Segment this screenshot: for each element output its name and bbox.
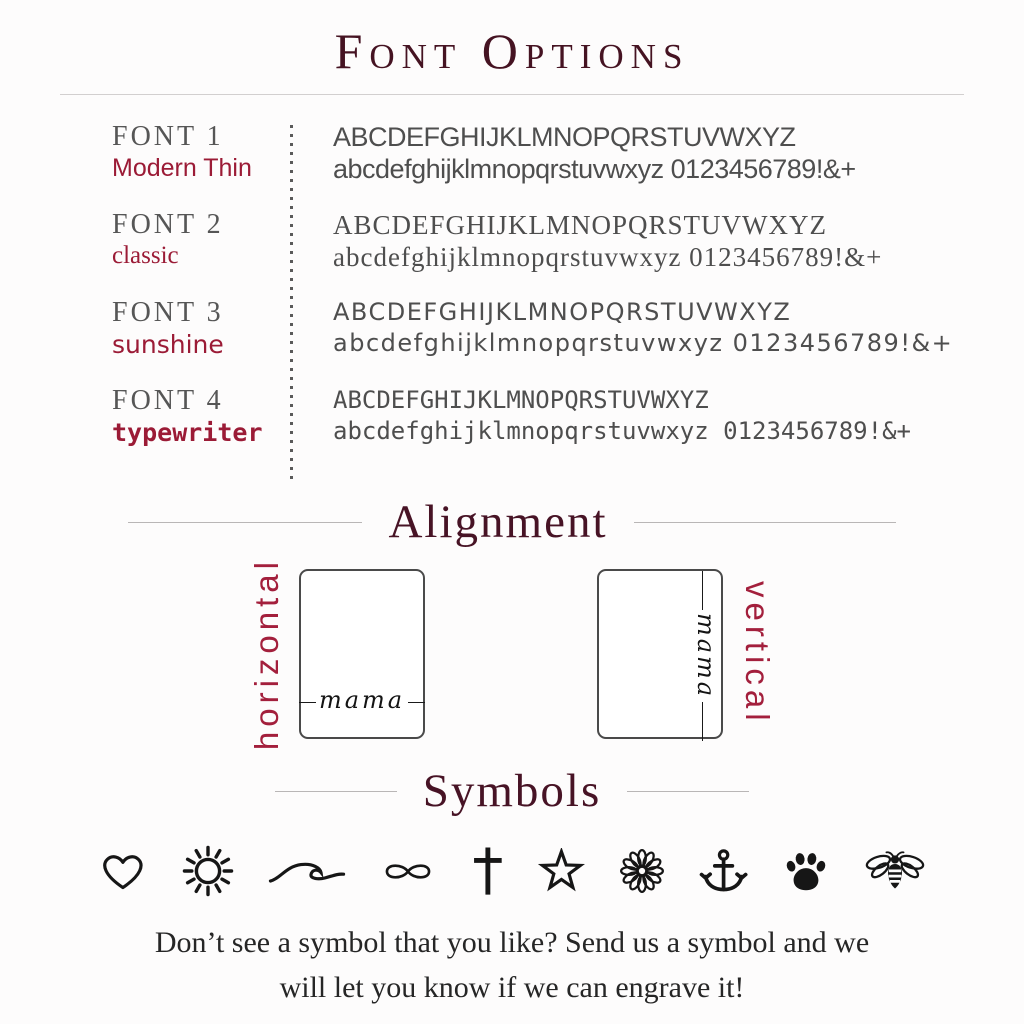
engraving-exit-stroke bbox=[703, 702, 704, 741]
font-name: Modern Thin bbox=[112, 154, 252, 182]
engraving-entry-stroke bbox=[299, 702, 316, 703]
paw-icon bbox=[780, 848, 832, 895]
font-row-label bbox=[112, 297, 290, 385]
daisy-icon bbox=[617, 846, 667, 896]
font-number: FONT 2 bbox=[112, 209, 224, 240]
font-sample bbox=[333, 297, 953, 385]
font-sample bbox=[333, 209, 953, 297]
sample-uppercase: ABCDEFGHIJKLMNOPQRSTUVWXYZ bbox=[333, 122, 796, 152]
sample-lowercase: abcdefghijklmnopqrstuvwxyz 0123456789!&+ bbox=[333, 329, 954, 358]
bee-icon bbox=[863, 848, 927, 894]
symbols-note bbox=[0, 920, 1024, 1010]
sample-uppercase: ABCDEFGHIJKLMNOPQRSTUVWXYZ bbox=[333, 386, 709, 414]
sample-uppercase: ABCDEFGHIJKLMNOPQRSTUVWXYZ bbox=[333, 210, 828, 240]
note-line-1: Don’t see a symbol that you like? Send us a symbol and we bbox=[154, 926, 870, 960]
font-name: sunshine bbox=[112, 330, 224, 359]
font-sample bbox=[333, 385, 953, 473]
header-divider bbox=[60, 94, 964, 95]
page-title: Font Options bbox=[334, 23, 690, 79]
sample-lowercase: abcdefghijklmnopqrstuvwxyz 0123456789!&+ bbox=[333, 154, 856, 185]
sample-lowercase: abcdefghijklmnopqrstuvwxyz 0123456789!&+ bbox=[333, 242, 883, 273]
symbols-heading bbox=[0, 764, 1024, 818]
engraving-text: mama bbox=[318, 685, 406, 714]
symbols-title: Symbols bbox=[422, 765, 602, 818]
font-number: FONT 1 bbox=[112, 121, 224, 152]
font-row-label bbox=[112, 385, 290, 473]
font-number: FONT 3 bbox=[112, 297, 224, 328]
alignment-options bbox=[0, 557, 1024, 750]
font-row-label bbox=[112, 209, 290, 297]
sun-icon bbox=[179, 842, 237, 900]
alignment-option-horizontal bbox=[248, 557, 425, 750]
infinity-icon bbox=[377, 856, 439, 887]
vertical-label: vertical bbox=[739, 581, 776, 726]
heading-line-left bbox=[275, 791, 397, 792]
font-labels-column bbox=[112, 121, 290, 479]
font-row-label bbox=[112, 121, 290, 209]
font-sample bbox=[333, 121, 953, 209]
heading-line-right bbox=[627, 791, 749, 792]
anchor-icon bbox=[698, 847, 749, 895]
vertical-card bbox=[597, 569, 723, 739]
horizontal-engraving bbox=[299, 685, 425, 717]
horizontal-card bbox=[299, 569, 425, 739]
font-number: FONT 4 bbox=[112, 385, 224, 416]
wave-icon bbox=[268, 853, 346, 890]
symbols-row bbox=[0, 842, 1024, 900]
font-table bbox=[112, 121, 1024, 479]
heading-line-left bbox=[128, 522, 362, 523]
alignment-heading bbox=[0, 495, 1024, 549]
alignment-title: Alignment bbox=[388, 496, 608, 548]
sample-lowercase: abcdefghijklmnopqrstuvwxyz 0123456789!&+ bbox=[333, 417, 911, 446]
vertical-engraving bbox=[688, 571, 718, 741]
heading-line-right bbox=[634, 522, 896, 523]
alignment-option-vertical bbox=[597, 569, 776, 739]
engraving-text: mama bbox=[692, 612, 720, 699]
heart-icon bbox=[97, 848, 149, 894]
cross-icon bbox=[470, 845, 506, 897]
font-name: classic bbox=[112, 242, 179, 269]
star-icon bbox=[537, 848, 586, 894]
note-line-2: will let you know if we can engrave it! bbox=[279, 971, 745, 1005]
font-samples-column bbox=[293, 121, 953, 479]
engraving-entry-stroke bbox=[703, 571, 704, 610]
sample-uppercase: ABCDEFGHIJKLMNOPQRSTUVWXYZ bbox=[333, 298, 792, 326]
font-name: typewriter bbox=[112, 418, 263, 447]
engraving-exit-stroke bbox=[408, 702, 425, 703]
horizontal-label: horizontal bbox=[248, 557, 285, 751]
